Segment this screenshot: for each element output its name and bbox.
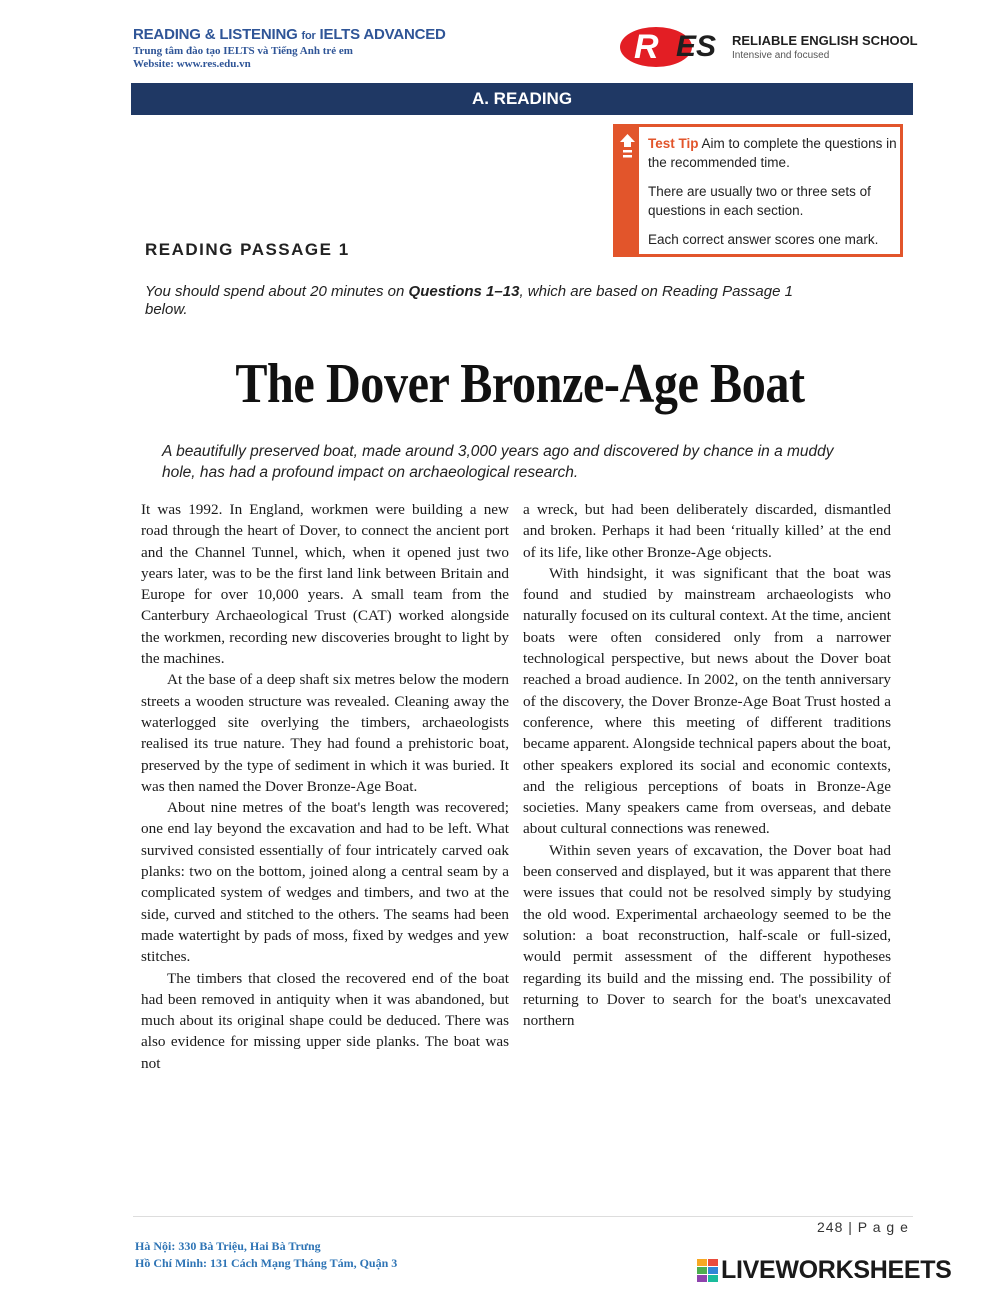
article-column-left: [141, 499, 509, 1074]
passage-heading: READING PASSAGE 1: [145, 240, 350, 259]
paragraph: At the base of a deep shaft six metres below the modern streets a wooden structure was revealed. Cleaning away the waterlogged site overlying the timbers, archaeologists realised its true nature. They had found a prehistoric boat, preserved by the type of sediment in which it was buried. It was then named the Dover Bronze-Age Boat.: [141, 671, 509, 795]
article-title: The Dover Bronze-Age Boat: [235, 353, 805, 415]
paragraph: a wreck, but had been deliberately discarded, dismantled and broken. Perhaps it had been ‘ritually killed’ at the end of its life, like other Bronze-Age objects.: [523, 501, 891, 561]
school-header: [133, 26, 446, 70]
logo-letters-es: ES: [676, 30, 717, 63]
logo-letter-r: R: [634, 28, 659, 66]
paragraph: About nine metres of the boat's length was recovered; one end lay beyond the excavation and had to be left. What survived consisted essentially of four intricately carved oak planks: two on the bottom, joined along a central seam by a complicated system of wedges and timbers, and two at the side, curved and stitched to the others. The seams had been made watertight by pads of moss, fixed by wedges and yew stitches.: [141, 799, 509, 966]
res-logo: [620, 27, 918, 67]
paragraph: Within seven years of excavation, the Dover boat had been conserved and displayed, but it was apparent that there were issues that could not be resolved simply by studying the old wood. Experimental archaeology seemed to be the solution: a boat reconstruction, half-scale or full-sized, would permit assessment of the different hypotheses regarding its build and the missing end. The possibility of returning to Dover to search for the boat's unexcavated northern: [523, 841, 891, 1030]
tip-paragraph-1: Aim to complete the questions in the recommended time.: [648, 136, 897, 170]
tip-text: [648, 134, 898, 259]
tip-paragraph-3: Each correct answer scores one mark.: [648, 232, 879, 247]
footer-addresses: [135, 1238, 397, 1272]
article-column-right: [523, 499, 891, 1031]
questions-range: Questions 1–13: [408, 283, 520, 300]
test-tip-box: [613, 124, 903, 257]
paragraph: It was 1992. In England, workmen were building a new road through the heart of Dover, to connect the ancient port and the Channel Tunnel, which, when it opened just two years later, was to be the first land link between Britain and Europe for over 10,000 years. A small team from the Canterbury Archaeological Trust (CAT) worked alongside the workmen, recording new discoveries brought to light by the machines.: [141, 501, 509, 668]
tip-paragraph-2: There are usually two or three sets of questions in each section.: [648, 184, 871, 218]
tip-label: Test Tip: [648, 136, 699, 151]
website-line: Website: www.res.edu.vn: [133, 58, 251, 70]
course-title: READING & LISTENING for IELTS ADVANCED: [133, 26, 446, 43]
paragraph: The timbers that closed the recovered end of the boat had been removed in antiquity when it was abandoned, but much about its original shape could be deduced. There was also evidence for missing upper side planks. The boat was not: [141, 969, 509, 1072]
paragraph: With hindsight, it was significant that the boat was found and studied by mainstream archaeologists who naturally focused on its cultural context. At the time, ancient boats were often considered only from a narrower technological perspective, but news about the Dover boat reached a broad audience. In 2002, on the tenth anniversary of the discovery, the Dover Bronze-Age Boat Trust hosted a conference, where this meeting of different traditions became apparent. Alongside technical papers about the boat, other speakers explored its social and economic contexts, and the religious perceptions of boats in Bronze-Age societies. Many speakers came from overseas, and debate about cultural connections was renewed.: [523, 564, 891, 838]
footer-divider: [133, 1216, 913, 1217]
section-title-bar: A. READING: [131, 83, 913, 115]
liveworksheets-logo-icon: [697, 1259, 719, 1283]
center-name: Trung tâm đào tạo IELTS và Tiếng Anh trẻ em: [133, 45, 353, 57]
logo-school-name: RELIABLE ENGLISH SCHOOL: [732, 33, 918, 48]
tip-stripe: [616, 127, 639, 254]
instructions: You should spend about 20 minutes on Questions 1–13, which are based on Reading Passage 1 below.: [145, 283, 793, 318]
page-number: 248 | P a g e: [817, 1219, 909, 1235]
logo-tagline: Intensive and focused: [732, 50, 830, 61]
tip-arrow-icon: [619, 133, 636, 163]
website-link[interactable]: www.res.edu.vn: [176, 58, 251, 70]
liveworksheets-text: LIVEWORKSHEETS: [721, 1256, 952, 1284]
address-hcm: Hồ Chí Minh: 131 Cách Mạng Tháng Tám, Quận 3: [135, 1256, 398, 1270]
address-hanoi: Hà Nội: 330 Bà Triệu, Hai Bà Trưng: [135, 1239, 321, 1253]
article-subtitle: A beautifully preserved boat, made around 3,000 years ago and discovered by chance in a muddy hole, has had a profound impact on archaeological research.: [162, 443, 834, 481]
